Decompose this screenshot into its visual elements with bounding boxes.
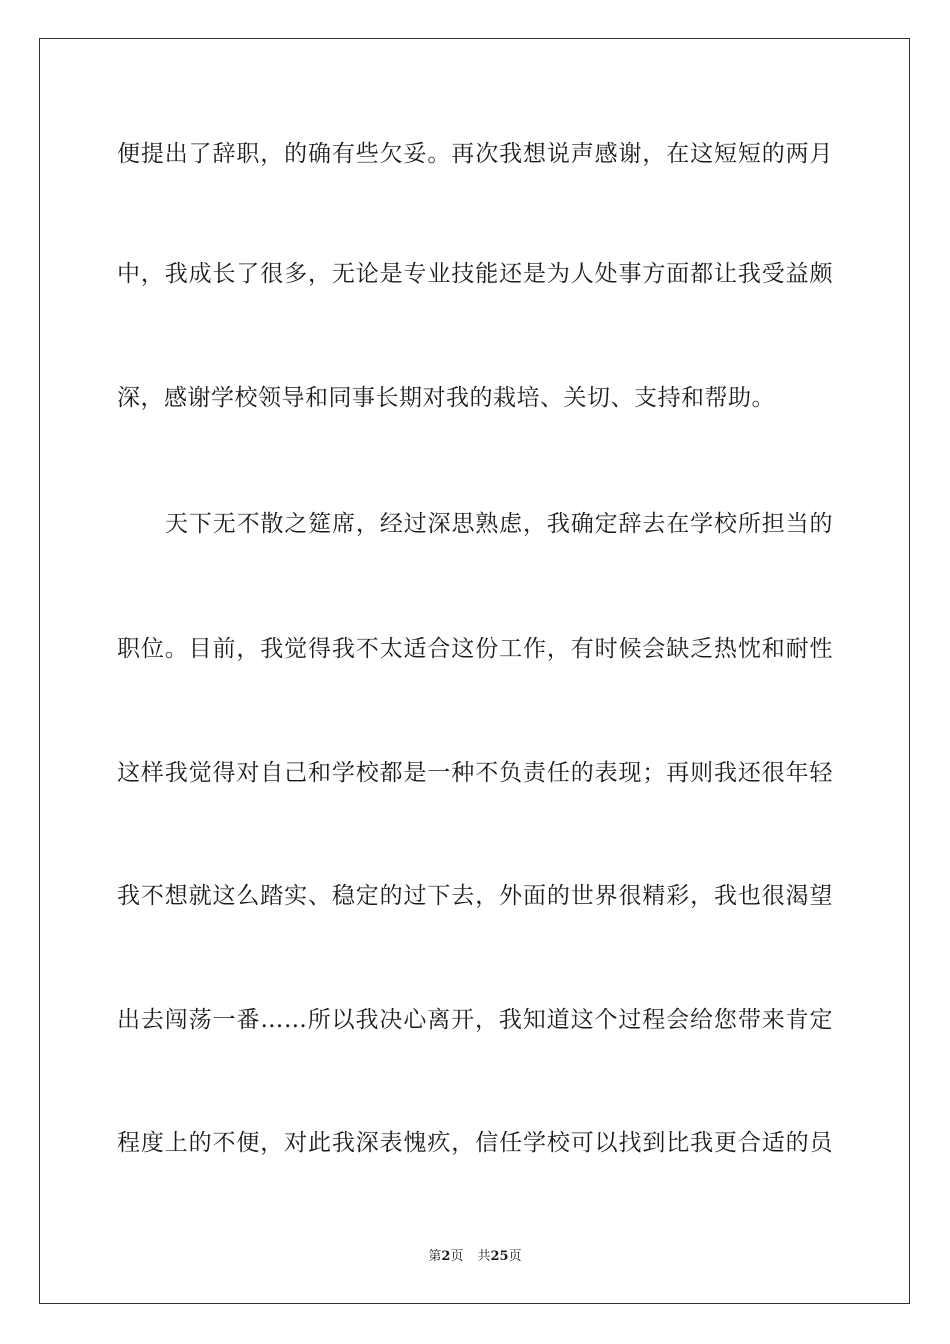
page-footer — [0, 1248, 950, 1266]
paragraph-line-8: 出去闯荡一番……所以我决心离开，我知道这个过程会给您带来肯定 — [117, 1007, 833, 1033]
page-prefix: 第 — [428, 1249, 442, 1264]
paragraph-line-3: 深，感谢学校领导和同事长期对我的栽培、关切、支持和帮助。 — [117, 385, 775, 411]
paragraph-line-5: 职位。目前，我觉得我不太适合这份工作，有时候会缺乏热忱和耐性 — [117, 636, 833, 662]
paragraph-line-2: 中，我成长了很多，无论是专业技能还是为人处事方面都让我受益颇 — [117, 261, 833, 287]
page-number: 2 — [441, 1249, 451, 1264]
paragraph-line-9: 程度上的不便，对此我深表愧疚，信任学校可以找到比我更合适的员 — [117, 1130, 833, 1156]
page-border — [39, 38, 910, 1304]
total-suffix: 页 — [508, 1249, 522, 1264]
paragraph-line-1: 便提出了辞职，的确有些欠妥。再次我想说声感谢，在这短短的两月 — [117, 141, 833, 167]
total-pages: 25 — [490, 1249, 509, 1264]
total-prefix: 共 — [477, 1249, 491, 1264]
paragraph-line-4: 天下无不散之筵席，经过深思熟虑，我确定辞去在学校所担当的 — [165, 511, 833, 537]
paragraph-line-6: 这样我觉得对自己和学校都是一种不负责任的表现；再则我还很年轻 — [117, 760, 833, 786]
page-suffix: 页 — [450, 1249, 464, 1264]
paragraph-line-7: 我不想就这么踏实、稳定的过下去，外面的世界很精彩，我也很渴望 — [117, 883, 833, 909]
